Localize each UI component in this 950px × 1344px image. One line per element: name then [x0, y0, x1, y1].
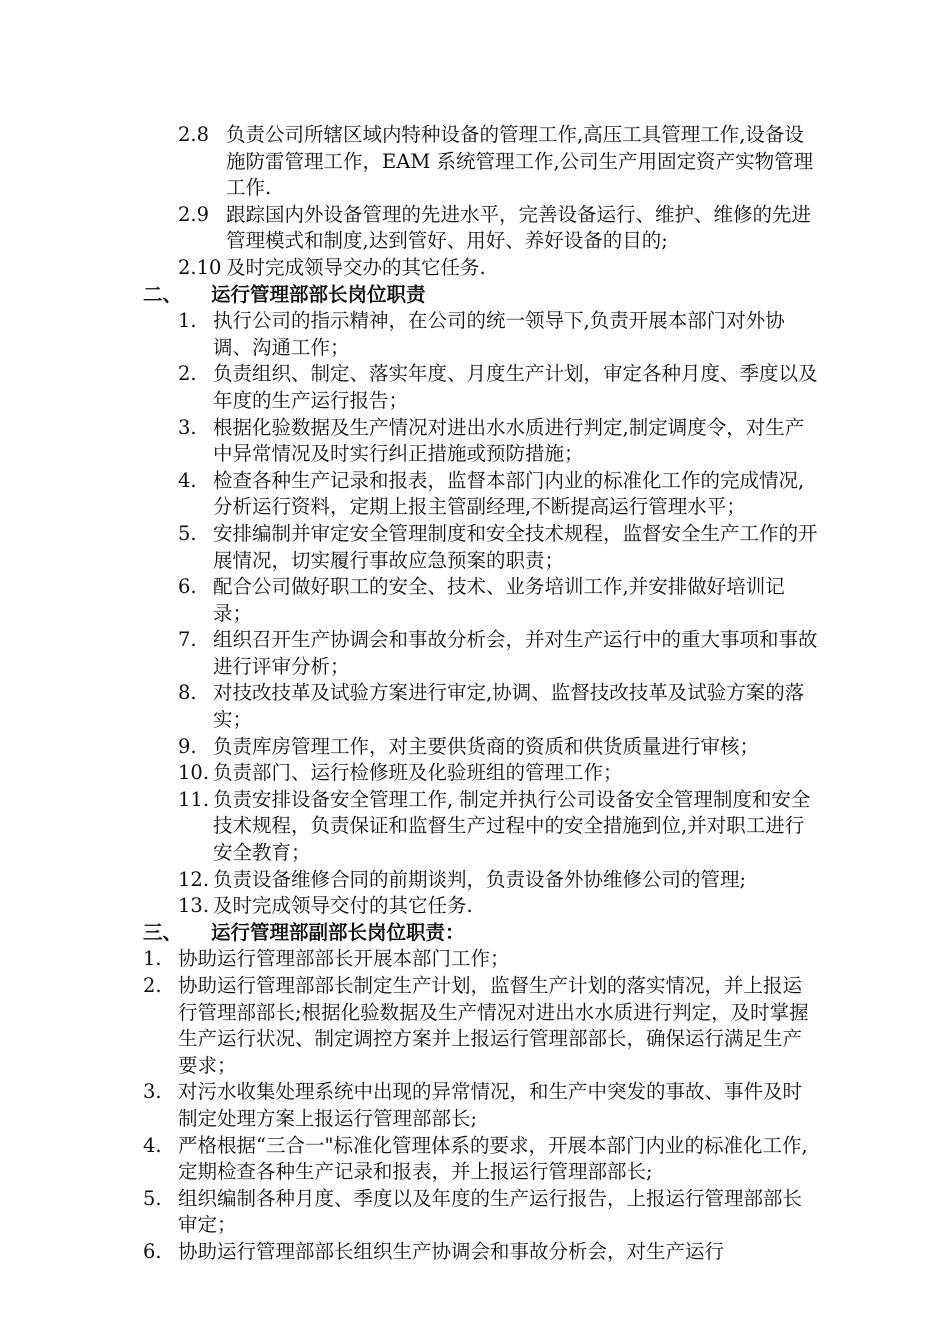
item-number: 6. — [143, 1239, 162, 1263]
list-item — [0, 308, 950, 361]
item-text: 根据化验数据及生产情况对进出水水质进行判定,制定调度令，对生产中异常情况及时实行纠正措施或预防措施； — [213, 415, 805, 466]
item-text: 及时完成领导交付的其它任务. — [213, 894, 473, 918]
section-number: 三、 — [143, 920, 183, 944]
item-text: 检查各种生产记录和报表，监督本部门内业的标准化工作的完成情况,分析运行资料，定期上报主管副经理,不断提高运行管理水平； — [213, 468, 805, 519]
list-item — [0, 202, 950, 255]
item-number: 2. — [143, 974, 162, 997]
list-item — [0, 680, 950, 733]
item-number: 2.10 — [178, 255, 222, 279]
section-heading — [0, 920, 950, 947]
item-text: 负责组织、制定、落实年度、月度生产计划，审定各种月度、季度以及年度的生产运行报告； — [213, 362, 818, 412]
item-text: 负责库房管理工作，对主要供货商的资质和供货质量进行审核； — [213, 734, 760, 758]
list-item — [0, 1133, 950, 1186]
section-heading — [0, 282, 950, 309]
item-text: 协助运行管理部部长开展本部门工作； — [178, 947, 510, 971]
item-number: 8. — [178, 681, 197, 705]
list-item — [0, 1186, 950, 1239]
item-text: 负责公司所辖区域内特种设备的管理工作,高压工具管理工作,设备设施防雷管理工作，EAM 系统管理工作,公司生产用固定资产实物管理工作. — [226, 123, 814, 200]
item-number: 3. — [143, 1080, 162, 1104]
item-text: 负责安排设备安全管理工作, 制定并执行公司设备安全管理制度和安全技术规程，负责保证和监督生产过程中的安全措施到位,并对职工进行安全教育； — [213, 787, 811, 865]
list-item — [0, 867, 950, 894]
item-number: 10. — [178, 761, 210, 785]
list-item — [0, 521, 950, 574]
item-number: 2. — [178, 362, 197, 386]
section-title: 运行管理部部长岗位职责 — [211, 282, 426, 306]
section-title: 运行管理部副部长岗位职责： — [211, 920, 465, 944]
list-item — [0, 468, 950, 521]
item-number: 12. — [178, 867, 210, 891]
item-text: 执行公司的指示精神，在公司的统一领导下,负责开展本部门对外协调、沟通工作； — [213, 309, 785, 359]
list-item — [0, 760, 950, 787]
item-text: 配合公司做好职工的安全、技术、业务培训工作,并安排做好培训记录； — [213, 575, 785, 625]
list-item — [0, 1079, 950, 1132]
item-number: 4. — [178, 468, 197, 492]
item-text: 组织召开生产协调会和事故分析会，并对生产运行中的重大事项和事故进行评审分析； — [213, 628, 818, 678]
item-number: 3. — [178, 415, 197, 439]
item-text: 对技改技革及试验方案进行审定,协调、监督技改技革及试验方案的落实； — [213, 681, 805, 732]
item-number: 4. — [143, 1133, 162, 1157]
list-item — [0, 734, 950, 761]
item-text: 组织编制各种月度、季度以及年度的生产运行报告，上报运行管理部部长审定； — [178, 1186, 803, 1237]
item-number: 9. — [178, 734, 197, 758]
item-text: 安排编制并审定安全管理制度和安全技术规程，监督安全生产工作的开展情况，切实履行事故应急预案的职责； — [213, 521, 818, 572]
item-text: 协助运行管理部部长制定生产计划，监督生产计划的落实情况，并上报运行管理部部长;根据化验数据及生产情况对进出水水质进行判定，及时掌握生产运行状况、制定调控方案并上报运行管理部部长，确保运行满足生产要求； — [178, 974, 809, 1077]
list-item — [0, 893, 950, 920]
list-item — [0, 574, 950, 627]
list-item — [0, 1239, 950, 1266]
list-item — [0, 787, 950, 867]
list-item — [0, 415, 950, 468]
item-number: 2.8 — [178, 123, 210, 146]
item-text: 负责部门、运行检修班及化验班组的管理工作； — [213, 761, 623, 785]
item-number: 5. — [178, 521, 197, 545]
item-text: 严格根据“三合一"标准化管理体系的要求，开展本部门内业的标准化工作,定期检查各种生产记录和报表，并上报运行管理部部长; — [178, 1133, 808, 1184]
section-number: 二、 — [143, 282, 183, 306]
document-body — [0, 122, 950, 1266]
item-text: 协助运行管理部部长组织生产协调会和事故分析会，对生产运行 — [178, 1239, 725, 1263]
list-item — [0, 255, 950, 282]
list-item — [0, 973, 950, 1079]
item-number: 13. — [178, 894, 210, 918]
item-number: 7. — [178, 628, 197, 652]
list-item — [0, 627, 950, 680]
item-number: 2.9 — [178, 202, 210, 226]
item-number: 11. — [178, 787, 210, 811]
list-item — [0, 361, 950, 414]
item-text: 及时完成领导交办的其它任务. — [226, 255, 486, 279]
item-number: 6. — [178, 575, 197, 599]
item-number: 1. — [178, 309, 197, 333]
list-item — [0, 122, 950, 202]
item-number: 1. — [143, 947, 162, 971]
item-text: 对污水收集处理系统中出现的异常情况，和生产中突发的事故、事件及时制定处理方案上报运行管理部部长; — [178, 1080, 803, 1130]
item-text: 跟踪国内外设备管理的先进水平，完善设备运行、维护、维修的先进管理模式和制度,达到管好、用好、养好设备的目的; — [226, 202, 812, 253]
item-number: 5. — [143, 1186, 162, 1210]
list-item — [0, 946, 950, 973]
item-text: 负责设备维修合同的前期谈判，负责设备外协维修公司的管理; — [213, 867, 747, 891]
